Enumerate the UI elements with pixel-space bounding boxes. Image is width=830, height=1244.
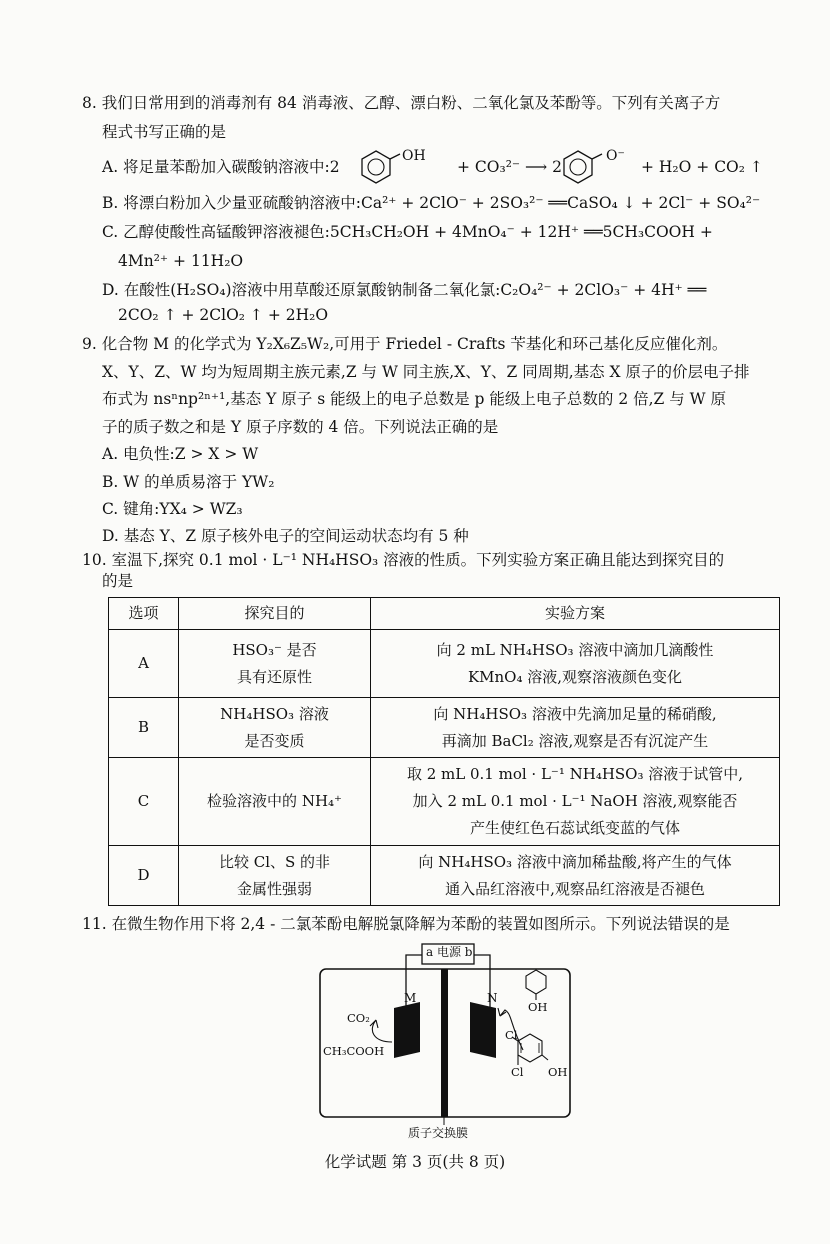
plan-cell [371,846,780,906]
q10-stem: 10. 室温下,探究 0.1 mol · L⁻¹ NH₄HSO₃ 溶液的性质。下列实验方案正确且能达到探究目的 [82,551,725,569]
goal-line: 是否变质 [244,731,305,750]
plan-line: 向 NH₄HSO₃ 溶液中先滴加足量的稀硝酸, [433,704,717,723]
q8-stem: 8. 我们日常用到的消毒剂有 84 消毒液、乙醇、漂白粉、二氧化氯及苯酚等。下列有关离子方 [82,94,721,112]
page-footer: 化学试题 第 3 页(共 8 页) [324,1153,506,1171]
q8-option-b: B. 将漂白粉加入少量亚硫酸钠溶液中:Ca²⁺ + 2ClO⁻ + 2SO₃²⁻ ══CaSO₄ ↓ + 2Cl⁻ + SO₄²⁻ [102,194,761,212]
table-row [109,698,780,758]
table-row [109,846,780,906]
q8-stem-cont: 程式书写正确的是 [102,123,227,141]
q9-stem-3: 布式为 nsⁿnp²ⁿ⁺¹,基态 Y 原子 s 能级上的电子总数是 p 能级上电子总数的 2 倍,Z 与 W 原 [102,390,727,408]
table-header-row [109,598,780,630]
plan-line: 向 2 mL NH₄HSO₃ 溶液中滴加几滴酸性 [436,640,714,659]
q8-option-d-cont: 2CO₂ ↑ + 2ClO₂ ↑ + 2H₂O [118,306,329,324]
co2-label: CO₂ [347,1011,370,1025]
q8-option-d: D. 在酸性(H₂SO₄)溶液中用草酸还原氯酸钠制备二氧化氯:C₂O₄²⁻ + 2ClO₃⁻ + 4H⁺ ══ [102,281,707,299]
goal-line: HSO₃⁻ 是否 [232,640,317,659]
q8-option-a-text: A. 将足量苯酚加入碳酸钠溶液中:2 [102,158,340,176]
table-row [109,758,780,846]
table-header: 探究目的 [179,598,371,630]
electrolysis-diagram [318,942,578,1132]
plan-line: 再滴加 BaCl₂ 溶液,观察是否有沉淀产生 [441,731,709,750]
goal-line: 具有还原性 [236,667,312,686]
goal-line: 金属性强弱 [236,879,312,898]
goal-line: NH₄HSO₃ 溶液 [220,704,329,723]
goal-cell [179,630,371,698]
q8-a-end: + H₂O + CO₂ ↑ [641,158,763,176]
q8-a-ominus: O⁻ [606,148,625,164]
plan-line: 取 2 mL 0.1 mol · L⁻¹ NH₄HSO₃ 溶液于试管中, [406,765,744,783]
goal-line: 检验溶液中的 NH₄⁺ [207,792,342,810]
plan-line: 产生使红色石蕊试纸变蓝的气体 [469,819,680,837]
plan-cell [371,698,780,758]
goal-line: 比较 Cl、S 的非 [218,852,331,871]
q9-option-a: A. 电负性:Z > X > W [102,445,259,463]
q9-stem: 9. 化合物 M 的化学式为 Y₂X₆Z₅W₂,可用于 Friedel - Crafts 苄基化和环己基化反应催化剂。 [82,335,728,353]
experiment-table [108,597,780,906]
plan-line: 加入 2 mL 0.1 mol · L⁻¹ NaOH 溶液,观察能否 [412,792,738,810]
plan-line: 向 NH₄HSO₃ 溶液中滴加稀盐酸,将产生的气体 [418,852,732,871]
q9-option-c: C. 键角:YX₄ > WZ₃ [102,500,243,518]
ch3cooh-label: CH₃COOH [323,1044,385,1058]
plan-line: 通入品红溶液中,观察品红溶液是否褪色 [445,879,705,898]
dichlorophenol-oh-label: OH [548,1065,568,1079]
cl-label-2: Cl [511,1065,524,1079]
phenol-oh-label: OH [528,1000,548,1014]
q8-option-c: C. 乙醇使酸性高锰酸钾溶液褪色:5CH₃CH₂OH + 4MnO₄⁻ + 12H⁺ ══5CH₃COOH + [102,223,713,241]
table-header: 选项 [109,598,179,630]
q8-a-mid: + CO₃²⁻ ⟶ 2 [457,158,563,176]
electrode-n-label: N [487,991,498,1005]
option-cell: C [109,758,179,846]
option-cell: B [109,698,179,758]
plan-line: KMnO₄ 溶液,观察溶液颜色变化 [467,667,683,686]
cl-label-1: Cl [505,1028,518,1042]
membrane-label: 质子交换膜 [408,1126,469,1140]
plan-cell [371,630,780,698]
q9-option-d: D. 基态 Y、Z 原子核外电子的空间运动状态均有 5 种 [102,527,469,545]
q9-stem-4: 子的质子数之和是 Y 原子序数的 4 倍。下列说法正确的是 [102,418,499,436]
q8-option-c-cont: 4Mn²⁺ + 11H₂O [118,252,244,270]
table-header: 实验方案 [371,598,780,630]
option-cell: A [109,630,179,698]
option-cell: D [109,846,179,906]
q11-stem: 11. 在微生物作用下将 2,4 - 二氯苯酚电解脱氯降解为苯酚的装置如图所示。下列说法错误的是 [82,915,730,933]
goal-cell [179,698,371,758]
goal-cell [179,846,371,906]
q8-a-oh: OH [402,148,426,164]
q9-stem-2: X、Y、Z、W 均为短周期主族元素,Z 与 W 同主族,X、Y、Z 同周期,基态 X 原子的价层电子排 [102,363,750,381]
plan-cell [371,758,780,846]
q10-stem-2: 的是 [102,572,134,590]
goal-cell [179,758,371,846]
table-row [109,630,780,698]
power-source-label: a 电源 b [426,945,473,959]
electrode-m-label: M [404,991,417,1005]
q9-option-b: B. W 的单质易溶于 YW₂ [102,473,275,491]
